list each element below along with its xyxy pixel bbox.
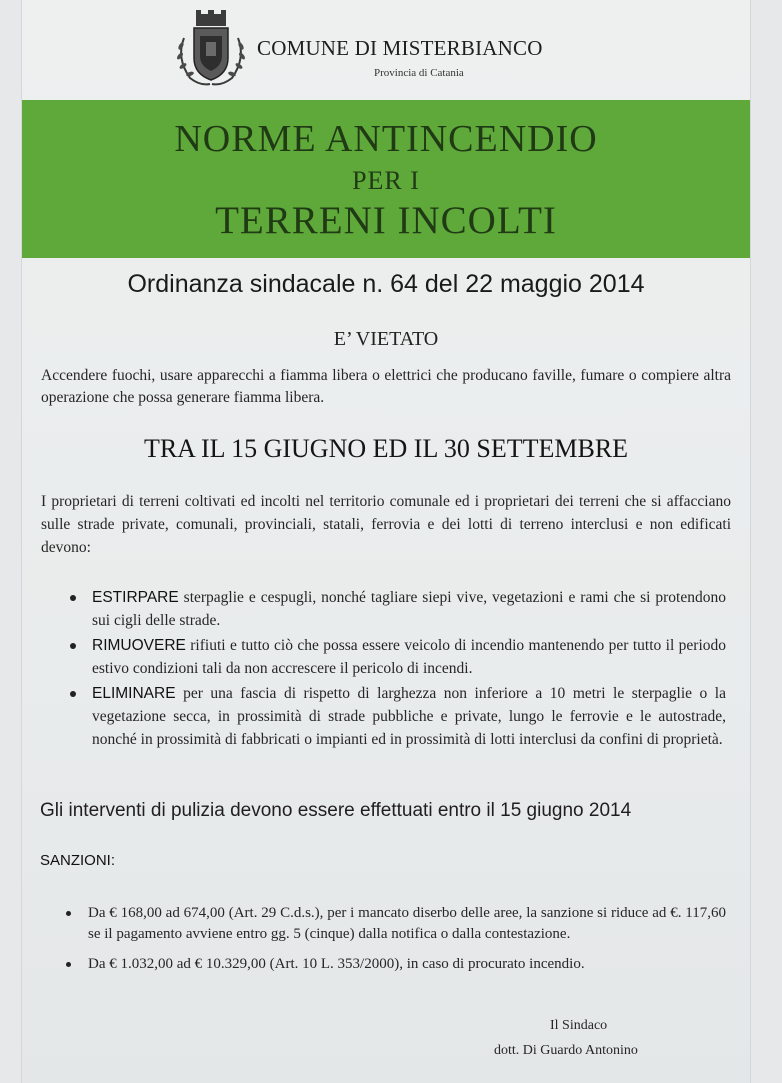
municipal-crest-icon xyxy=(170,8,252,90)
signature-role: Il Sindaco xyxy=(550,1018,608,1033)
obblighi-intro: I proprietari di terreni coltivati ed incolti nel territorio comunale ed i proprietari dei terreni che si affacciano sulle strade private, comunali, provinciali, statali, ferrovia e dei lotti di terreno interclusi e non edificati devono: xyxy=(41,493,731,556)
notice-poster xyxy=(22,0,750,1083)
obbligo-keyword: ELIMINARE xyxy=(92,685,176,702)
vietato-text: Accendere fuochi, usare apparecchi a fiamma libera o elettrici che producano faville, fumare o compiere altra operazione che possa generare fiamma libera. xyxy=(41,367,731,406)
bullet-icon xyxy=(66,962,71,967)
banner-title-line3: TERRENI INCOLTI xyxy=(215,199,557,242)
obbligo-text: per una fascia di rispetto di larghezza non inferiore a 10 metri le sterpaglie o la vegetazione secca, in prossimità di strade pubbliche e private, lungo le ferrovie e le autostrade, nonché in prossimità di fabbricati o impianti ed in prossimità di lotti interclusi da confini di proprietà. xyxy=(92,685,726,748)
ordinanza-heading: Ordinanza sindacale n. 64 del 22 maggio 2014 xyxy=(127,270,645,298)
sanzione-text: Da € 1.032,00 ad € 10.329,00 (Art. 10 L. 353/2000), in caso di procurato incendio. xyxy=(88,956,585,972)
bullet-icon xyxy=(70,643,76,649)
obbligo-text: rifiuti e tutto ciò che possa essere veicolo di incendio mantenendo per tutto il periodo estivo condizioni tali da non accrescere il pericolo di incendi. xyxy=(92,637,726,677)
list-item xyxy=(66,634,726,680)
obblighi-list xyxy=(66,586,726,753)
banner-title-line2: PER I xyxy=(352,166,420,195)
sanzioni-heading: SANZIONI: xyxy=(40,852,116,869)
header xyxy=(22,0,750,100)
interventi-deadline: Gli interventi di pulizia devono essere effettuati entro il 15 giugno 2014 xyxy=(40,800,632,821)
title-banner xyxy=(22,100,750,258)
banner-title-line1: NORME ANTINCENDIO xyxy=(174,118,598,160)
obbligo-keyword: ESTIRPARE xyxy=(92,589,179,606)
vietato-heading: E’ VIETATO xyxy=(333,328,439,350)
list-item xyxy=(66,586,726,632)
signature-name: dott. Di Guardo Antonino xyxy=(494,1043,638,1058)
sanzioni-list xyxy=(62,903,726,984)
list-item xyxy=(66,682,726,751)
bullet-icon xyxy=(70,691,76,697)
sanzione-text: Da € 168,00 ad 674,00 (Art. 29 C.d.s.), per i mancato diserbo delle aree, la sanzione si riduce ad €. 117,60 se il pagamento avviene entro gg. 5 (cinque) dalla notifica o dalla contestazione. xyxy=(88,905,726,942)
obbligo-text: sterpaglie e cespugli, nonché tagliare siepi vive, vegetazioni e rami che si protendono sui cigli delle strade. xyxy=(92,589,726,629)
comune-name: COMUNE DI MISTERBIANCO xyxy=(257,36,543,60)
periodo-heading: TRA IL 15 GIUGNO ED IL 30 SETTEMBRE xyxy=(143,434,629,463)
provincia-label: Provincia di Catania xyxy=(374,67,464,79)
bullet-icon xyxy=(66,911,71,916)
bullet-icon xyxy=(70,595,76,601)
list-item xyxy=(62,954,726,975)
obbligo-keyword: RIMUOVERE xyxy=(92,637,186,654)
list-item xyxy=(62,903,726,945)
